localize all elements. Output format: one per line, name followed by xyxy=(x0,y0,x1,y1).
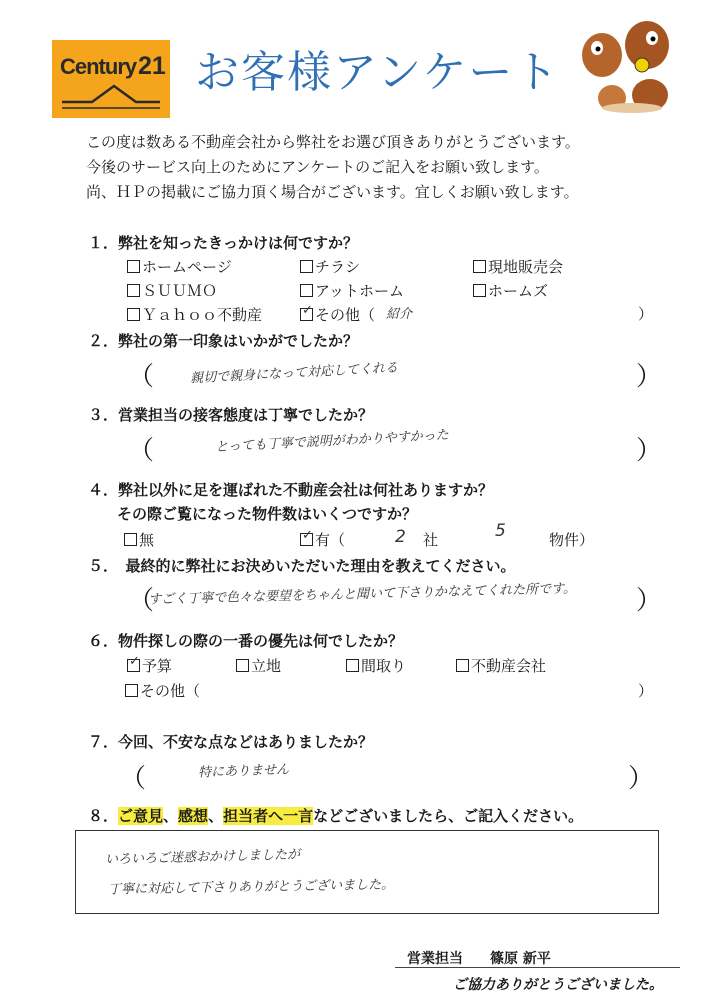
comment-box[interactable] xyxy=(75,830,659,914)
highlight-impression: 感想 xyxy=(178,807,209,825)
checkbox-box xyxy=(236,659,249,672)
question-2: ２．弊社の第一印象はいかがでしたか？ xyxy=(88,332,359,350)
checkbox-budget[interactable]: ✓ 予算 xyxy=(129,654,173,675)
q5-answer: すごく丁寧で色々な要望をちゃんと聞いて下さりかなえてくれた所です。 xyxy=(147,581,577,608)
checkbox-box xyxy=(125,684,138,697)
checkbox-suumo[interactable]: ＳＵＵＭＯ xyxy=(127,280,217,301)
question-3: ３．営業担当の接客態度は丁寧でしたか？ xyxy=(88,406,374,424)
q6-paren-close: ） xyxy=(638,682,654,700)
dog-mascot-icon xyxy=(572,10,682,115)
checkbox-open-house[interactable]: 現地販売会 xyxy=(473,256,563,277)
checkbox-yahoo[interactable]: Ｙａｈｏｏ不動産 xyxy=(127,304,262,325)
intro-line-1: この度は数ある不動産会社から弊社をお選び頂きありがとうございます。 xyxy=(86,133,580,151)
q3-answer: とっても丁寧で説明がわかりやすかった xyxy=(214,427,450,456)
logo-roof-icon xyxy=(52,40,170,118)
checkbox-other-priority[interactable]: その他（ xyxy=(125,680,200,701)
century21-logo xyxy=(52,40,170,118)
checkmark-icon: ✓ xyxy=(302,528,313,543)
checkbox-yes[interactable]: ✓ 有（ xyxy=(302,528,346,549)
checkbox-box xyxy=(300,284,313,297)
signature-line xyxy=(395,967,680,968)
q1-paren-close: ） xyxy=(638,305,654,323)
checkbox-flyer[interactable]: チラシ xyxy=(300,256,360,277)
checkbox-box xyxy=(127,308,140,321)
checkbox-box-checked xyxy=(300,528,313,546)
staff-name: 篠原 新平 xyxy=(490,951,551,967)
q3-paren-close: ） xyxy=(636,436,663,466)
checkbox-box xyxy=(124,533,137,546)
checkbox-box xyxy=(127,260,140,273)
comment-line-1: いろいろご迷惑おかけしましたが xyxy=(104,847,301,868)
checkbox-none[interactable]: 無 xyxy=(124,529,154,550)
q2-paren-open: （ xyxy=(128,362,155,392)
checkbox-floorplan[interactable]: 間取り xyxy=(346,655,406,676)
intro-line-3: 尚、ＨＰの掲載にご協力頂く場合がございます。宜しくお願い致します。 xyxy=(86,183,579,201)
checkbox-box-checked xyxy=(300,303,313,321)
checkbox-box xyxy=(300,260,313,273)
question-1: １．弊社を知ったきっかけは何ですか？ xyxy=(88,234,359,252)
checkbox-agency[interactable]: 不動産会社 xyxy=(456,655,546,676)
checkbox-athome[interactable]: アットホーム xyxy=(300,280,404,301)
q4-property-unit: 物件） xyxy=(549,531,595,549)
thanks-text: ご協力ありがとうございました。 xyxy=(453,977,663,993)
page-title: お客様アンケート xyxy=(195,47,561,98)
checkbox-box-checked xyxy=(127,654,140,672)
q4-company-unit: 社 xyxy=(423,531,439,549)
checkbox-location[interactable]: 立地 xyxy=(236,655,281,676)
checkmark-icon: ✓ xyxy=(302,303,313,318)
checkbox-other[interactable]: ✓ その他（ xyxy=(302,303,376,324)
q7-paren-close: ） xyxy=(628,764,655,794)
q2-paren-close: ） xyxy=(636,362,663,392)
q1-other-answer: 紹介 xyxy=(386,307,413,322)
q4-company-count: 2 xyxy=(395,527,406,547)
q4-property-count: 5 xyxy=(495,521,506,541)
highlight-message: 担当者へ一言 xyxy=(223,807,314,825)
q5-paren-close: ） xyxy=(636,586,663,616)
checkbox-box xyxy=(473,284,486,297)
comment-line-2: 丁寧に対応して下さりありがとうございました。 xyxy=(107,877,395,898)
intro-line-2: 今後のサービス向上のためにアンケートのご記入をお願い致します。 xyxy=(86,158,549,176)
q7-answer: 特にありません xyxy=(197,762,290,781)
question-4-line-2: その際ご覧になった物件数はいくつですか？ xyxy=(117,505,418,523)
logo-brand: Century xyxy=(60,54,137,79)
highlight-opinion: ご意見 xyxy=(118,807,164,825)
logo-number: 21 xyxy=(138,52,166,80)
question-4-line-1: ４．弊社以外に足を運ばれた不動産会社は何社ありますか？ xyxy=(88,481,494,499)
checkmark-icon: ✓ xyxy=(129,654,140,669)
q7-paren-open: （ xyxy=(120,764,147,794)
checkbox-homepage[interactable]: ホームページ xyxy=(127,256,232,277)
checkbox-box xyxy=(473,260,486,273)
q5-paren-open: （ xyxy=(128,586,155,616)
q3-paren-open: （ xyxy=(128,436,155,466)
checkbox-box xyxy=(346,659,359,672)
checkbox-homes[interactable]: ホームズ xyxy=(473,280,548,301)
question-6: ６．物件探しの際の一番の優先は何でしたか？ xyxy=(88,632,404,650)
q2-answer: 親切で親身になって対応してくれる xyxy=(189,360,399,387)
question-5: ５． 最終的に弊社にお決めいただいた理由を教えてください。 xyxy=(88,557,516,575)
staff-label: 営業担当 xyxy=(407,951,463,967)
question-8: ８．ご意見、感想、担当者へ一言などございましたら、ご記入ください。 xyxy=(88,807,584,825)
checkbox-box xyxy=(127,284,140,297)
checkbox-box xyxy=(456,659,469,672)
question-7: ７．今回、不安な点などはありましたか？ xyxy=(88,733,374,751)
